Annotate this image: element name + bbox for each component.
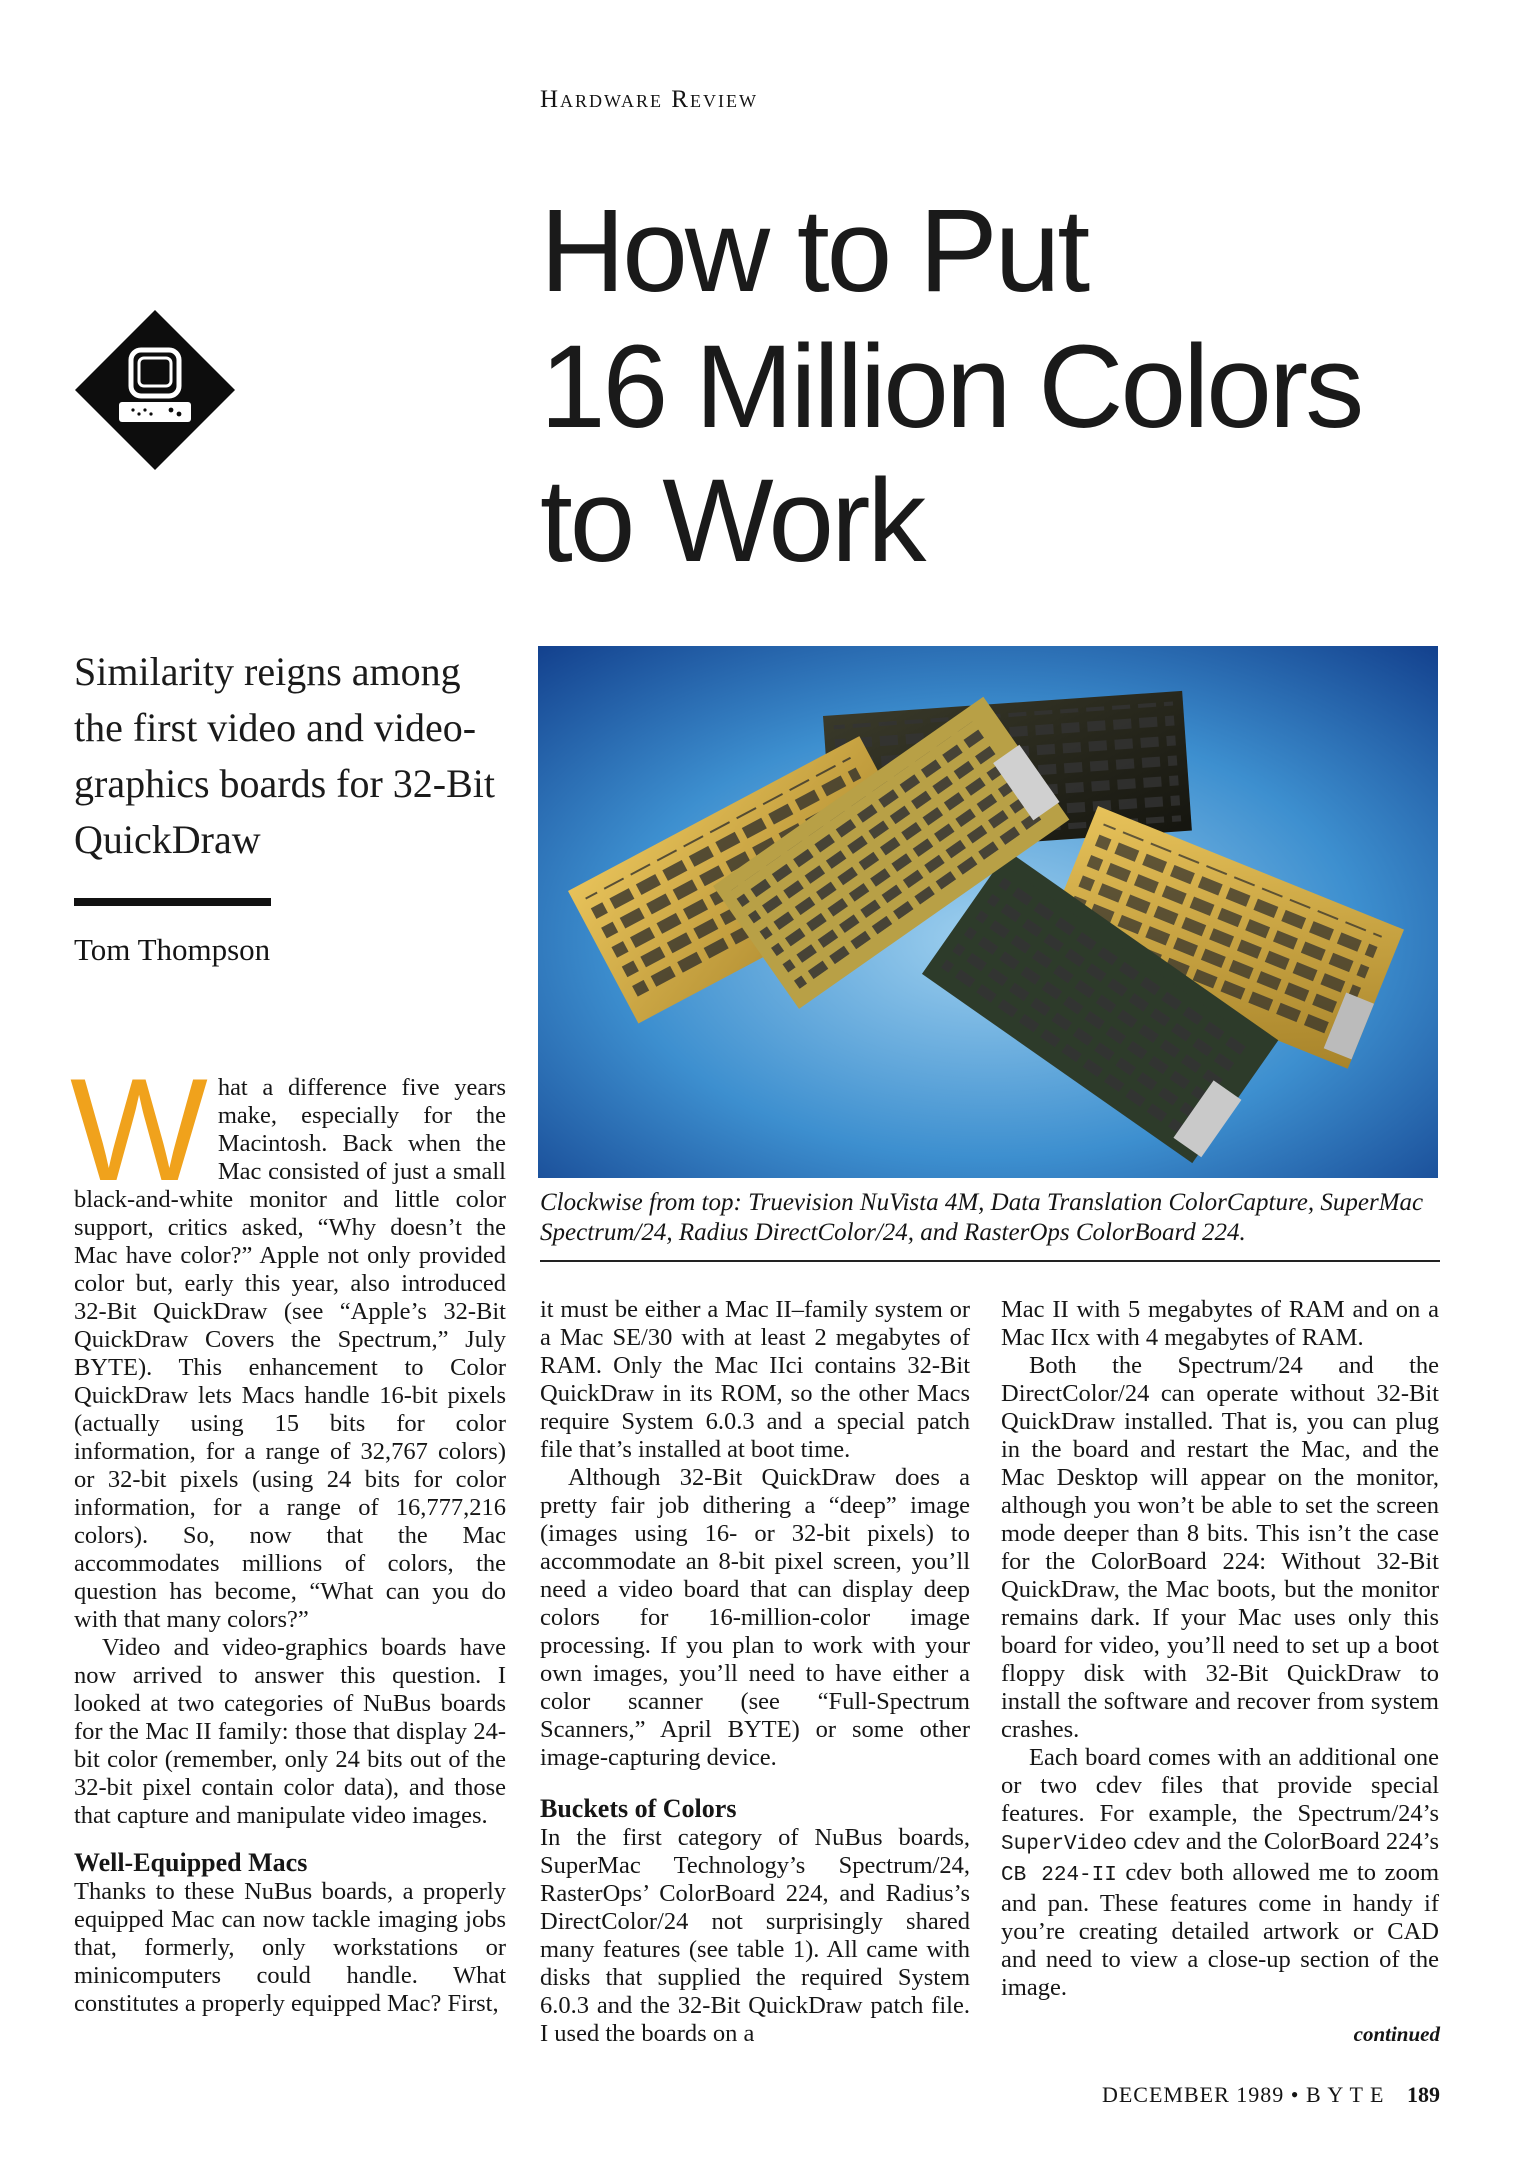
body-column-3: [1001, 1296, 1439, 2002]
drop-cap: W: [70, 1048, 202, 1211]
paragraph: [1001, 1744, 1439, 2002]
byline: Tom Thompson: [74, 932, 271, 967]
headline-line-3: to Work: [540, 455, 924, 587]
code-name: SuperVideo: [1001, 1833, 1128, 1856]
paragraph: Video and video-graphics boards have now arrived to answer this question. I looked at two categories of NuBus boards for the Mac II family: those that display 24-bit color (remember, only 24 bits out of the 32-bit pixel contain color data), and those that capture and manipulate video images.: [74, 1634, 506, 1829]
subheading: Well-Equipped Macs: [74, 1848, 308, 1877]
issue-date: DECEMBER 1989: [1101, 2082, 1285, 2107]
hardware-review-icon: [75, 310, 235, 470]
section-label: Hardware Review: [540, 86, 758, 113]
paragraph: it must be either a Mac II–family system or a Mac SE/30 with at least 2 megabytes of RAM. Only the Mac IIci contains 32-Bit QuickDraw in its ROM, so the other Macs require System 6.0.3 and a special patch file that’s installed at boot time.: [540, 1296, 970, 1463]
headline-line-2: 16 Million Colors: [540, 321, 1362, 453]
paragraph: Mac II with 5 megabytes of RAM and on a Mac IIcx with 4 megabytes of RAM.: [1001, 1296, 1439, 1351]
page-number: 189: [1407, 2082, 1440, 2107]
continued-label: continued: [1353, 2022, 1440, 2046]
body-column-1: [70, 1048, 506, 2018]
paragraph: Although 32-Bit QuickDraw does a pretty fair job dithering a “deep” image (images using 16- or 32-bit pixels) to accommodate an 8-bit pixel screen, you’ll need a video board that can display deep colors for 16-million-color image processing. If you plan to work with your own images, you’ll need to have either a color scanner (see “Full-Spectrum Scanners,” April BYTE) or some other image-capturing device.: [540, 1464, 970, 1771]
magazine-name: B Y T E: [1305, 2082, 1385, 2107]
paragraph-text: hat a difference five years make, especially for the Macintosh. Back when the Mac consisted of just a small black-and-white monitor and little color support, critics asked, “Why doesn’t the Mac have color?” Apple not only provided color but, early this year, also introduced 32-Bit QuickDraw (see “Apple’s 32-Bit QuickDraw Covers the Spectrum,” July BYTE). This enhancement to Color QuickDraw lets Macs handle 16-bit pixels (actually using 15 bits for color information, for a range of 32,767 colors) or 32-bit pixels (using 24 bits for color information, for a range of 16,777,216 colors). So, now that the Mac accommodates millions of colors, the question has become, “What can you do with that many colors?”: [74, 1074, 506, 1633]
paragraph: Thanks to these NuBus boards, a properly equipped Mac can now tackle imaging jobs that, formerly, only workstations or minicomputers could handle. What constitutes a properly equipped Mac? First,: [74, 1878, 506, 2017]
subheading: Buckets of Colors: [540, 1794, 737, 1823]
byline-rule: [74, 898, 271, 906]
paragraph-text: cdev both allowed me to zoom and pan. These features come in handy if you’re creating detailed artwork or CAD and need to view a close-up section of the image.: [1001, 1859, 1440, 2001]
paragraph: [70, 1048, 506, 1634]
body-column-2: [540, 1296, 970, 2048]
paragraph: Both the Spectrum/24 and the DirectColor/24 can operate without 32-Bit QuickDraw installed. That is, you can plug in the board and restart the Mac, and the Mac Desktop will appear on the monitor, although you won’t be able to set the screen mode deeper than 8 bits. This isn’t the case for the ColorBoard 224: Without 32-Bit QuickDraw, the Mac boots, but the monitor remains dark. If your Mac uses only this board for video, you’ll need to set up a boot floppy disk with 32-Bit QuickDraw to install the software and recover from system crashes.: [1001, 1352, 1439, 1743]
photo-caption: Clockwise from top: Truevision NuVista 4M, Data Translation ColorCapture, SuperMac Spectrum/24, Radius DirectColor/24, and RasterOps ColorBoard 224.: [540, 1189, 1424, 1246]
deck: Similarity reigns among the first video and video-graphics boards for 32-Bit QuickDraw: [74, 649, 496, 862]
headline-line-1: How to Put: [540, 185, 1088, 317]
paragraph: In the first category of NuBus boards, SuperMac Technology’s Spectrum/24, RasterOps’ ColorBoard 224, and Radius’s DirectColor/24 not surprisingly shared many features (see table 1). All came with disks that supplied the required System 6.0.3 and the 32-Bit QuickDraw patch file. I used the boards on a: [540, 1824, 970, 2047]
page-footer: [1000, 2082, 1440, 2108]
boards-photo: [538, 646, 1438, 1178]
caption-rule: [540, 1260, 1440, 1262]
code-name: CB 224-II: [1001, 1864, 1117, 1887]
footer-separator: •: [1290, 2082, 1300, 2107]
paragraph-text: Each board comes with an additional one or two cdev files that provide special features. For example, the Spectrum/24’s: [1001, 1744, 1439, 1827]
paragraph-text: cdev and the ColorBoard 224’s: [1127, 1828, 1439, 1855]
